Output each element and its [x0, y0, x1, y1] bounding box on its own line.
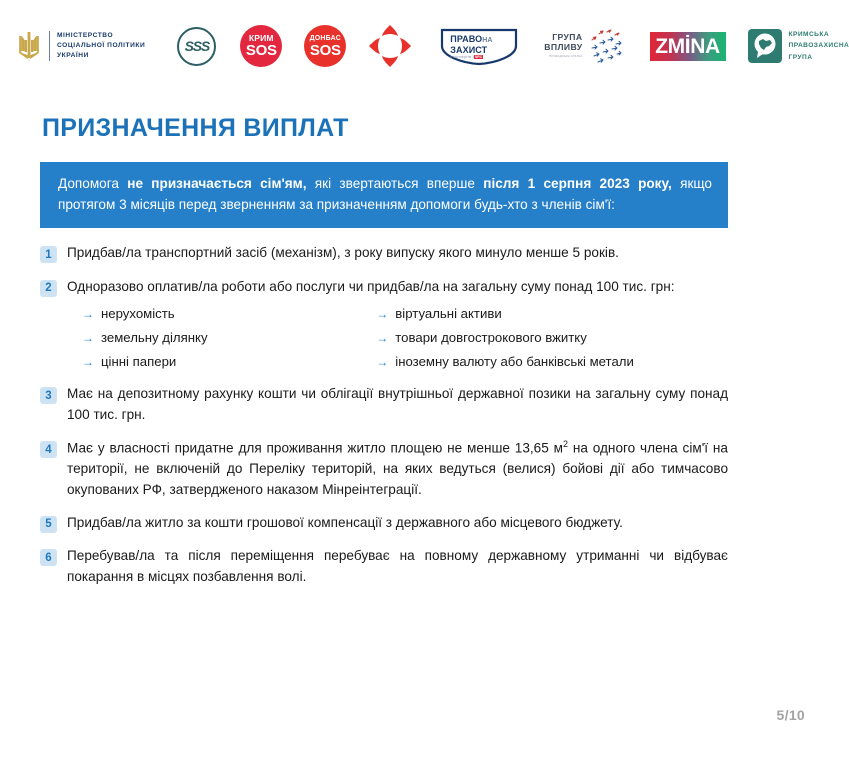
page-title: ПРИЗНАЧЕННЯ ВИПЛАТ: [42, 114, 349, 142]
lifebuoy-sos-small-label: ВЕРТАЙСЯ: [380, 40, 400, 45]
ministry-line-1: МІНІСТЕРСТВО: [57, 31, 114, 39]
zmina-gradient-block: [650, 32, 726, 61]
logo-krymska-pravozahysna-hrupa: [748, 29, 849, 63]
sss-label: SSS: [184, 38, 209, 54]
list-item: [40, 243, 728, 263]
logo-sss: [177, 27, 216, 66]
krpg-line-3: ГРУПА: [788, 53, 813, 61]
list-item: [40, 513, 728, 533]
pravo-partner-note: [450, 56, 492, 60]
pravo-line-2: ЗАХИСТ: [450, 44, 488, 55]
arrow-right-icon: →: [376, 354, 389, 369]
logo-hrupa-vplyvu: [544, 26, 625, 66]
sub-list-item-label: товари довгострокового вжитку: [395, 329, 587, 345]
hrupa-vplyvu-text: [544, 33, 582, 58]
ministry-logo-text: [57, 31, 145, 62]
callout-part-3: якщо протягом 3 місяців перед зверненням за призначенням допомоги будь-хто з членів сім'ї:: [58, 176, 712, 212]
item-number-badge: 5: [40, 516, 57, 533]
sub-list-item: [376, 328, 728, 348]
pravo-line-1: [450, 34, 492, 45]
sub-list-item-label: іноземну валюту або банківські метали: [395, 353, 634, 369]
item-subitems-grid: [67, 304, 728, 371]
krymska-group-text: [789, 29, 849, 63]
item-superscript: 2: [562, 439, 568, 450]
pravo-word-na: НА: [482, 37, 493, 44]
list-item: [40, 438, 728, 500]
slide-body: [0, 114, 768, 587]
pravo-partner-text: у партнерстві з: [450, 54, 475, 59]
arrow-right-icon: →: [82, 307, 94, 322]
sub-list-item-label: цінні папери: [101, 353, 177, 369]
arrow-right-icon: →: [82, 354, 94, 369]
logo-divider: [49, 31, 50, 61]
hrupa-subtitle: ГРОМАДСЬКА СПІЛКА: [548, 53, 583, 58]
pravo-partner-badge: NRC: [475, 54, 483, 59]
item-text: [67, 438, 728, 500]
partner-logo-strip: [0, 0, 849, 92]
arrow-right-icon: →: [82, 330, 94, 345]
pravo-word-pravo: ПРАВО: [450, 34, 483, 44]
ministry-line-3: УКРАЇНИ: [57, 52, 89, 60]
sss-circle-mark: [177, 27, 216, 66]
list-item: [40, 384, 728, 425]
callout-part-2: які звертаються вперше: [306, 176, 484, 191]
hrupa-line-1: ГРУПА: [552, 32, 583, 43]
item-number-badge: 4: [40, 441, 57, 458]
sub-list-item: [82, 328, 370, 348]
item-text-before: Має у власності придатне для проживання житло площею не менше 13,65 м: [67, 440, 563, 456]
conditions-list: [40, 243, 728, 587]
krym-sos-circle-mark: [240, 25, 282, 67]
sub-list-item: [376, 352, 728, 372]
arrow-cluster-icon: [586, 26, 626, 66]
page-number: 5/10: [776, 707, 805, 723]
pravo-na-zahyst-text: [450, 34, 492, 59]
logo-ministry-of-social-policy: [16, 29, 145, 63]
item-number-badge: 2: [40, 280, 57, 297]
krym-sos-bottom-label: SOS: [245, 42, 277, 60]
sub-list-item-label: віртуальні активи: [395, 306, 502, 322]
logo-zmina: [650, 32, 726, 61]
sub-list-item: [82, 352, 370, 372]
sub-list-item: [82, 304, 370, 324]
callout-box: [40, 162, 728, 228]
donbas-sos-top-label: ДОНБАС: [309, 34, 341, 42]
sub-list-item-label: нерухомість: [101, 306, 175, 322]
callout-bold-2: після 1 серпня 2023 року,: [483, 176, 672, 191]
ministry-line-2: СОЦІАЛЬНОЇ ПОЛІТИКИ: [57, 41, 146, 49]
item-text-after: на одного члена сім'ї на території, не включеній до Переліку територій, на яких ведуться (велися) бойові дії або тимчасово окупованих РФ, затвердженого наказом Мінреінтеграції.: [67, 440, 728, 497]
donbas-sos-circle-mark: [304, 25, 346, 67]
list-item: [40, 546, 728, 587]
crimea-speech-bubble-icon: [748, 29, 782, 63]
item-number-badge: 1: [40, 246, 57, 263]
logo-donbas-sos: [304, 25, 346, 67]
zmina-label: ZMİNA: [655, 34, 720, 58]
item-text: Одноразово оплатив/ла роботи або послуги чи придбав/ла на загальну суму понад 100 тис. грн:: [67, 278, 675, 294]
item-text: Придбав/ла житло за кошти грошової компенсації з державного або місцевого бюджету.: [67, 514, 623, 530]
item-text: Перебував/ла та після переміщення перебуває на повному державному утриманні чи відбуває покарання в місцях позбавлення волі.: [67, 548, 728, 584]
krym-sos-top-label: КРИМ: [248, 32, 274, 43]
donbas-sos-bottom-label: SOS: [309, 41, 341, 59]
item-number-badge: 3: [40, 387, 57, 404]
logo-pravo-na-zahyst: [436, 26, 522, 66]
callout-part-1: Допомога: [58, 176, 128, 191]
item-text: Має на депозитному рахунку кошти чи облігації внутрішньої державної позики на загальну суму понад 100 тис. грн.: [67, 386, 728, 422]
hrupa-line-2: ВПЛИВУ: [544, 42, 583, 53]
item-text: Придбав/ла транспортний засіб (механізм), з року випуску якого минуло менше 5 років.: [67, 245, 619, 261]
list-item: [40, 277, 728, 372]
sub-list-item: [376, 304, 728, 324]
lifebuoy-sos-label: [368, 41, 412, 51]
item-number-badge: 6: [40, 549, 57, 566]
arrow-right-icon: →: [376, 330, 389, 345]
sub-list-item-label: земельну ділянку: [101, 329, 208, 345]
lifebuoy-sos-main-label: SOS: [383, 44, 397, 51]
krpg-line-2: ПРАВОЗАХИСНА: [788, 42, 849, 50]
logo-krym-sos: [240, 25, 282, 67]
krpg-line-1: КРИМСЬКА: [788, 31, 830, 38]
arrow-right-icon: →: [376, 307, 389, 322]
logo-lifebuoy-sos: [368, 24, 412, 68]
callout-bold-1: не призначається сім'ям,: [127, 176, 307, 191]
trident-icon: [16, 29, 42, 63]
